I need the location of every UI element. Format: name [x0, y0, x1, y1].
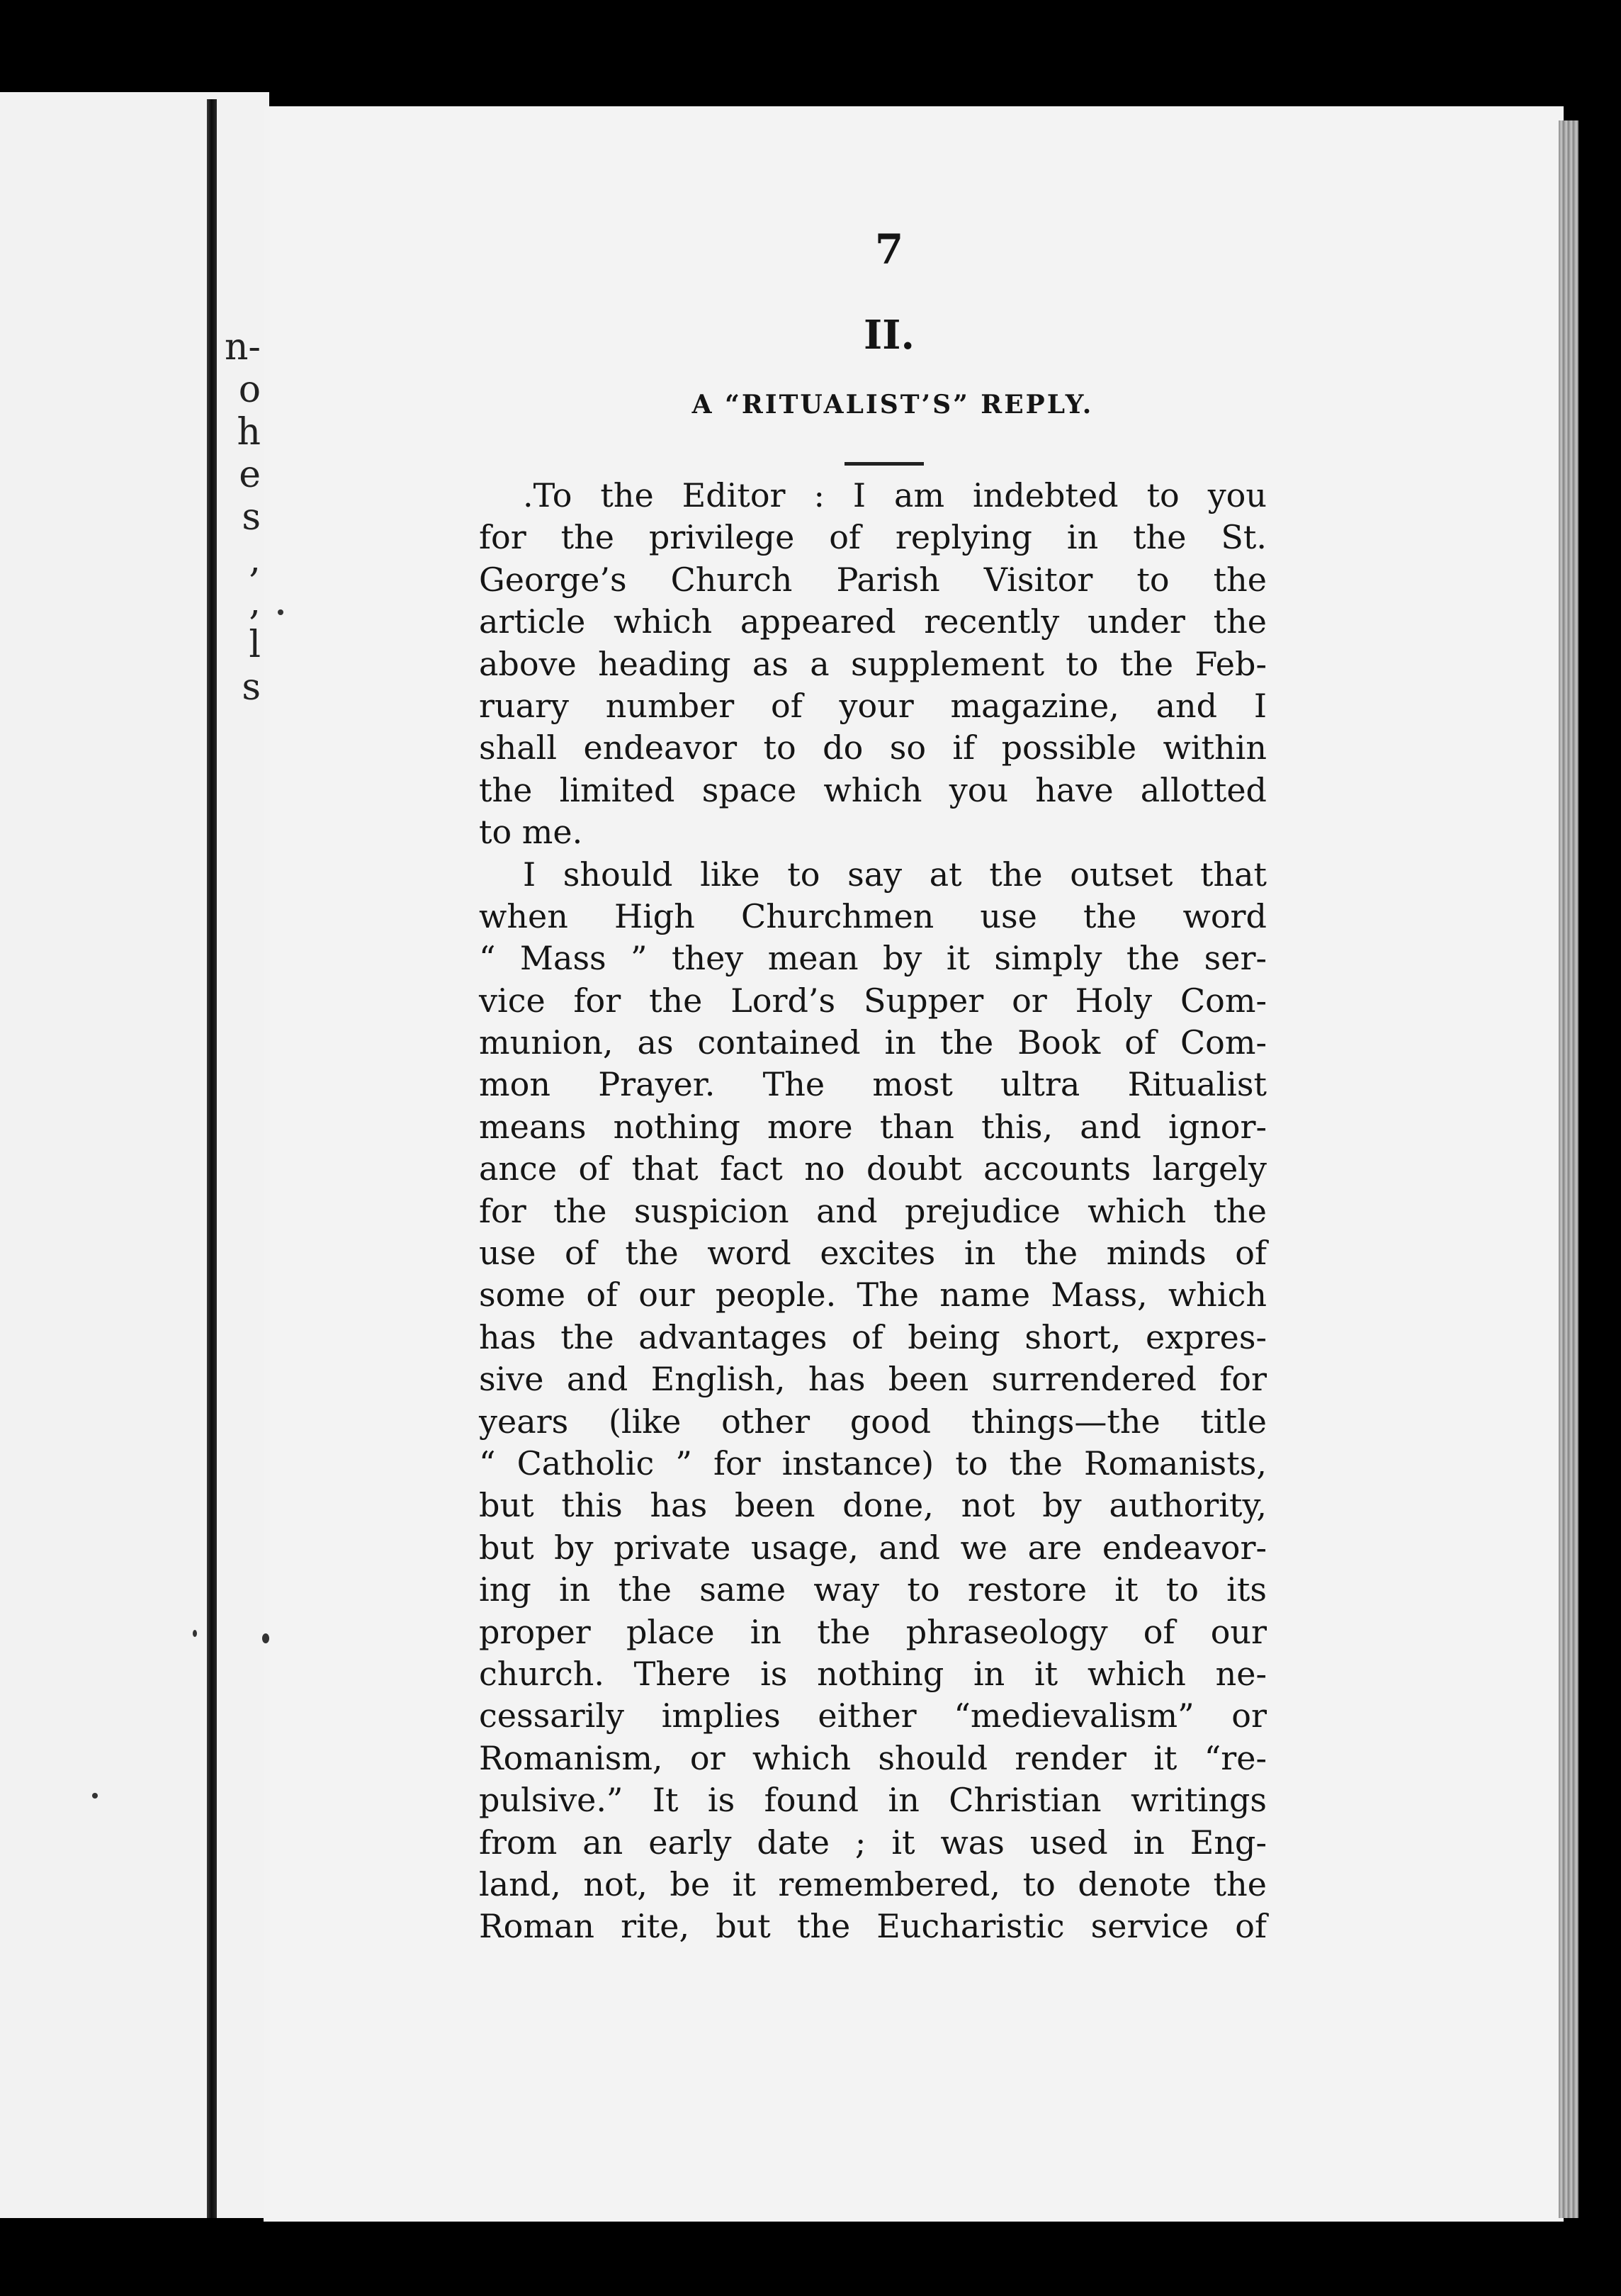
facing-page-text-fragments: [218, 326, 261, 709]
text-line: some of our people. The name Mass, which: [479, 1276, 1267, 1315]
text-line: article which appeared recently under the: [479, 602, 1267, 641]
text-line: for the suspicion and prejudice which the: [479, 1191, 1267, 1230]
text-line: from an early date ; it was used in Eng-: [479, 1823, 1267, 1862]
text-line: proper place in the phraseology of our: [479, 1612, 1267, 1651]
text-line: pulsive.” It is found in Christian writings: [479, 1781, 1267, 1820]
heading-rule: [845, 462, 924, 466]
text-line: to me.: [479, 813, 583, 852]
text-line: has the advantages of being short, expres-: [479, 1317, 1267, 1356]
text-line: vice for the Lord’s Supper or Holy Com-: [479, 981, 1267, 1020]
paragraph: [479, 475, 1267, 854]
text-line: sive and English, has been surrendered for: [479, 1360, 1267, 1399]
text-line: church. There is nothing in it which ne-: [479, 1654, 1267, 1693]
fragment: ,: [249, 539, 261, 581]
paper-speck: [193, 1630, 197, 1637]
text-line: land, not, be it remembered, to denote the: [479, 1864, 1267, 1903]
text-line: I should like to say at the outset that: [523, 855, 1267, 894]
section-numeral: II.: [864, 312, 915, 359]
page-number: 7: [874, 225, 904, 274]
book-gutter: [207, 99, 217, 2218]
fragment: n-: [224, 326, 261, 368]
text-line: “ Catholic ” for instance) to the Romanists,: [479, 1444, 1267, 1482]
page-stack-edge: [1559, 120, 1578, 2218]
fragment: s: [242, 666, 261, 709]
text-line: when High Churchmen use the word: [479, 896, 1267, 935]
body-text: [479, 475, 1267, 1948]
text-line: ance of that fact no doubt accounts largely: [479, 1149, 1267, 1188]
paper-speck: [262, 1633, 269, 1643]
text-line: .To the Editor : I am indebted to you: [523, 476, 1267, 514]
facing-page-edge: [0, 92, 269, 2218]
text-line: cessarily implies either “medievalism” or: [479, 1696, 1267, 1735]
text-line: Romanism, or which should render it “re-: [479, 1738, 1267, 1777]
text-line: the limited space which you have allotted: [479, 770, 1267, 809]
fragment: e: [239, 454, 261, 496]
text-line: mon Prayer. The most ultra Ritualist: [479, 1065, 1267, 1104]
text-line: but this has been done, not by authority,: [479, 1486, 1267, 1525]
text-line: munion, as contained in the Book of Com-: [479, 1023, 1267, 1062]
text-line: above heading as a supplement to the Feb-: [479, 644, 1267, 683]
paper-speck: [92, 1793, 98, 1799]
paper-speck: [278, 609, 283, 615]
text-line: but by private usage, and we are endeavor-: [479, 1528, 1267, 1567]
fragment: ,: [249, 581, 261, 624]
text-line: George’s Church Parish Visitor to the: [479, 560, 1267, 599]
text-line: means nothing more than this, and ignor-: [479, 1107, 1267, 1146]
text-line: for the privilege of replying in the St.: [479, 518, 1267, 557]
paragraph: [479, 854, 1267, 1948]
fragment: s: [242, 496, 261, 539]
text-line: shall endeavor to do so if possible within: [479, 728, 1267, 767]
text-line: ruary number of your magazine, and I: [479, 686, 1267, 725]
text-line: use of the word excites in the minds of: [479, 1234, 1267, 1273]
text-line: years (like other good things—the title: [479, 1402, 1267, 1441]
text-line: “ Mass ” they mean by it simply the ser-: [479, 939, 1267, 978]
text-line: ing in the same way to restore it to its: [479, 1570, 1267, 1609]
fragment: o: [238, 368, 261, 411]
article-heading: A “RITUALIST’S” REPLY.: [691, 390, 1094, 420]
fragment: l: [249, 624, 261, 666]
fragment: h: [237, 411, 261, 454]
text-line: Roman rite, but the Eucharistic service of: [479, 1907, 1267, 1946]
